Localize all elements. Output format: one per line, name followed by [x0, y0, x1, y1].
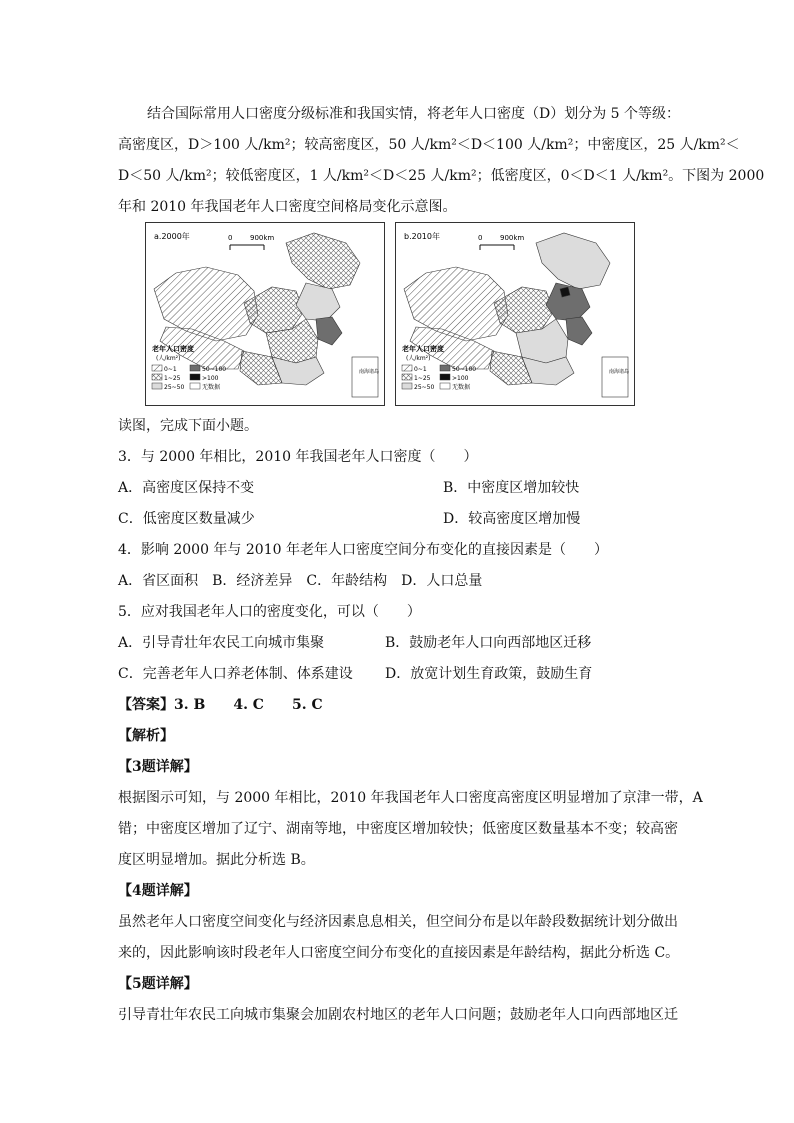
detail-4-header: 【4题详解】 [118, 883, 198, 899]
q5-stem: 5．应对我国老年人口的密度变化，可以（ ） [118, 604, 421, 620]
q4-options: A．省区面积 B．经济差异 C．年龄结构 D．人口总量 [118, 573, 483, 589]
detail-3-line-3: 度区明显增加。据此分析选 B。 [118, 852, 315, 868]
svg-text:50~100: 50~100 [452, 366, 477, 373]
svg-text:南海诸岛: 南海诸岛 [359, 369, 380, 375]
q5-option-d: D．放宽计划生育政策，鼓励生育 [385, 666, 593, 682]
svg-text:25~50: 25~50 [164, 384, 185, 391]
q5-option-b: B．鼓励老年人口向西部地区迁移 [385, 635, 592, 651]
svg-text:>100: >100 [202, 375, 219, 382]
svg-text:老年人口密度: 老年人口密度 [152, 345, 194, 353]
map-figure [145, 222, 635, 406]
detail-3-header: 【3题详解】 [118, 759, 198, 775]
q4-stem: 4．影响 2000 年与 2010 年老年人口密度空间分布变化的直接因素是（ ） [118, 542, 608, 558]
svg-text:50~100: 50~100 [202, 366, 227, 373]
svg-text:(人/km²): (人/km²) [406, 355, 431, 362]
intro-line-4: 年和 2010 年我国老年人口密度空间格局变化示意图。 [118, 199, 457, 215]
q5-option-c: C．完善老年人口养老体制、体系建设 [118, 666, 353, 682]
analysis-header: 【解析】 [118, 728, 174, 744]
svg-text:无数据: 无数据 [202, 384, 221, 391]
map-2000 [145, 222, 385, 406]
south-china-sea-inset [602, 357, 629, 397]
q3-stem: 3．与 2000 年相比，2010 年我国老年人口密度（ ） [118, 449, 478, 465]
svg-text:900km: 900km [250, 234, 275, 242]
svg-text:老年人口密度: 老年人口密度 [402, 345, 444, 353]
q3-option-a: A．高密度区保持不变 [118, 480, 255, 496]
intro-line-3: D＜50 人/km²；较低密度区，1 人/km²＜D＜25 人/km²；低密度区，0＜D＜1 人/km²。下图为 2000 [118, 168, 765, 184]
svg-text:0~1: 0~1 [164, 366, 177, 373]
answer-line: 【答案】3. B 4. C 5. C [118, 697, 323, 713]
svg-text:0: 0 [478, 234, 483, 242]
q3-option-d: D．较高密度区增加慢 [443, 511, 581, 527]
south-china-sea-inset [352, 357, 379, 397]
svg-text:25~50: 25~50 [414, 384, 435, 391]
scale-bar [228, 234, 274, 250]
q3-option-b: B．中密度区增加较快 [443, 480, 580, 496]
detail-4-line-2: 来的，因此影响该时段老年人口密度空间分布变化的直接因素是年龄结构，据此分析选 C。 [118, 945, 680, 961]
svg-text:0~1: 0~1 [414, 366, 427, 373]
map-title: b.2010年 [404, 232, 440, 241]
map-2010 [395, 222, 635, 406]
detail-3-line-2: 错；中密度区增加了辽宁、湖南等地，中密度区增加较快；低密度区数量基本不变；较高密 [118, 821, 678, 837]
detail-3-line-1: 根据图示可知，与 2000 年相比，2010 年我国老年人口密度高密度区明显增加了京津一带，A [118, 790, 703, 806]
china-map-shape [154, 233, 360, 385]
intro-line-2: 高密度区，D＞100 人/km²；较高密度区，50 人/km²＜D＜100 人/km²；中密度区，25 人/km²＜ [118, 137, 740, 153]
detail-4-line-1: 虽然老年人口密度空间变化与经济因素息息相关，但空间分布是以年龄段数据统计划分做出 [118, 914, 678, 930]
china-map-shape [404, 233, 610, 385]
svg-text:(人/km²): (人/km²) [156, 355, 181, 362]
svg-text:900km: 900km [500, 234, 525, 242]
q3-option-c: C．低密度区数量减少 [118, 511, 255, 527]
intro-line-1: 结合国际常用人口密度分级标准和我国实情，将老年人口密度（D）划分为 5 个等级： [147, 106, 681, 122]
svg-text:>100: >100 [452, 375, 469, 382]
q5-option-a: A．引导青壮年农民工向城市集聚 [118, 635, 325, 651]
svg-text:0: 0 [228, 234, 233, 242]
svg-text:1~25: 1~25 [414, 375, 431, 382]
detail-5-line-1: 引导青壮年农民工向城市集聚会加剧农村地区的老年人口问题；鼓励老年人口向西部地区迁 [118, 1007, 678, 1023]
map-title: a.2000年 [154, 232, 190, 241]
svg-text:无数据: 无数据 [452, 384, 471, 391]
instruction: 读图，完成下面小题。 [118, 418, 258, 434]
svg-text:南海诸岛: 南海诸岛 [609, 369, 630, 375]
detail-5-header: 【5题详解】 [118, 976, 198, 992]
scale-bar [478, 234, 524, 250]
svg-text:1~25: 1~25 [164, 375, 181, 382]
